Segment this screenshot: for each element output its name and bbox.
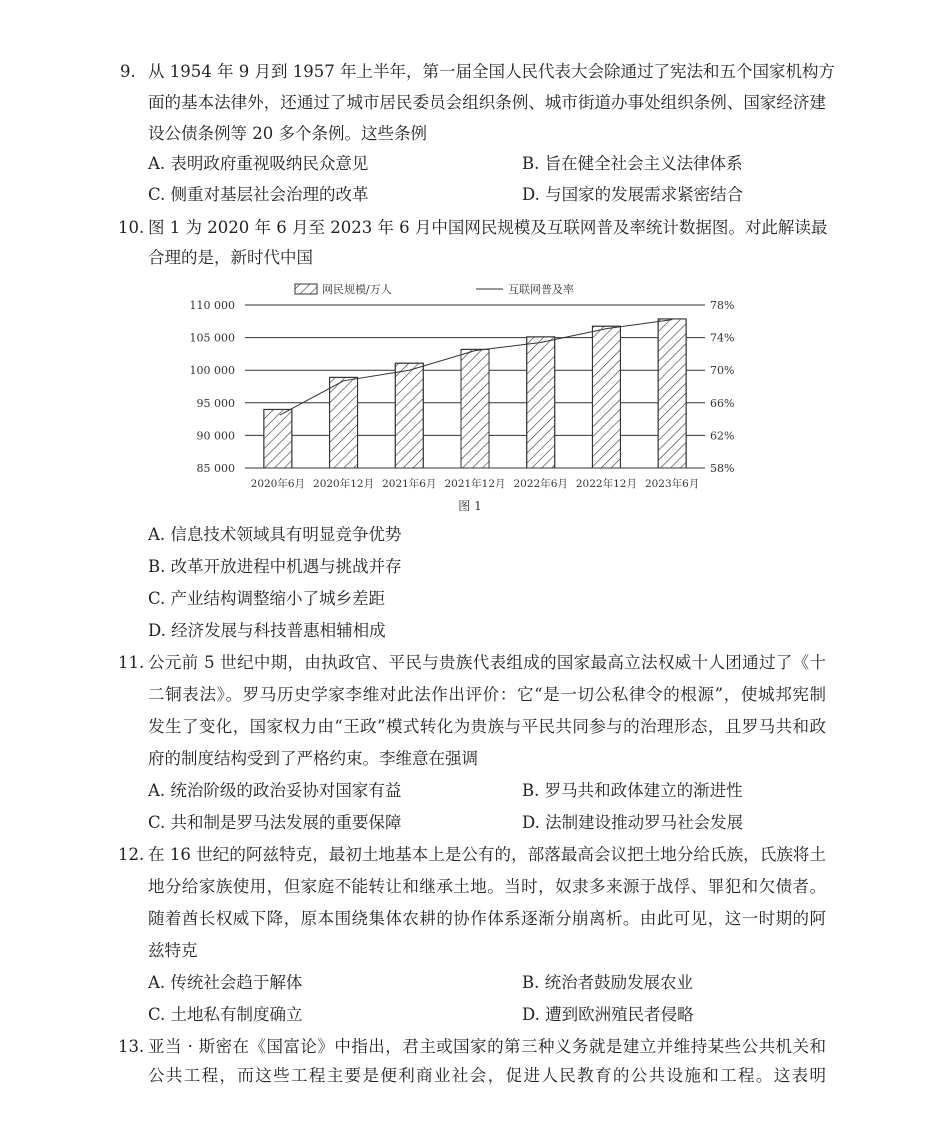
q10-option-c: C. 产业结构调整缩小了城乡差距	[148, 589, 386, 608]
x-tick-label: 2020年6月	[250, 478, 306, 490]
bar-hatch	[395, 363, 423, 468]
bar-hatch	[330, 377, 358, 468]
question-text: 从 1954 年 9 月到 1957 年上半年，第一届全国人民代表大会除通过了宪法和五个国家机构方	[148, 62, 835, 81]
question-11-line-4: 府的制度结构受到了严格约束。李维意在强调	[148, 749, 478, 768]
y-tick-label: 110 000	[189, 299, 235, 312]
question-11-line-2: 二铜表法》。罗马历史学家李维对此法作出评价：它“是一切公私律令的根源”，使城邦宪制	[148, 685, 826, 704]
q9-option-b: B. 旨在健全社会主义法律体系	[522, 154, 743, 173]
q10-option-a: A. 信息技术领域具有明显竞争优势	[148, 525, 402, 544]
y2-tick-label: 62%	[710, 429, 735, 443]
question-9-line-1	[120, 60, 835, 84]
y-tick-label: 90 000	[196, 429, 235, 443]
q9-option-d: D. 与国家的发展需求紧密结合	[522, 185, 744, 204]
y-tick-label: 95 000	[196, 396, 235, 410]
question-11-line-1	[118, 651, 826, 675]
q9-option-c: C. 侧重对基层社会治理的改革	[148, 185, 369, 204]
question-12-line-1	[118, 843, 826, 867]
legend-bar-label: 网民规模/万人	[322, 283, 392, 296]
q12-option-a: A. 传统社会趋于解体	[148, 973, 303, 992]
q11-option-b: B. 罗马共和政体建立的渐进性	[522, 781, 743, 800]
bar-hatch	[592, 326, 620, 468]
y2-tick-label: 70%	[710, 364, 735, 378]
question-9-line-2: 面的基本法律外，还通过了城市居民委员会组织条例、城市街道办事处组织条例、国家经济建	[148, 93, 826, 112]
bar-hatch	[658, 319, 686, 468]
question-12-line-3: 随着酋长权威下降，原本围绕集体农耕的协作体系逐渐分崩离析。由此可见，这一时期的阿	[148, 909, 826, 928]
question-13-line-1	[118, 1035, 826, 1059]
bar-hatch	[264, 409, 292, 468]
question-13-line-2: 公共工程，而这些工程主要是便利商业社会，促进人民教育的公共设施和工程。这表明	[148, 1066, 826, 1085]
internet-users-chart	[170, 275, 770, 520]
q12-option-b: B. 统治者鼓励发展农业	[522, 973, 694, 992]
q11-option-c: C. 共和制是罗马法发展的重要保障	[148, 813, 402, 832]
question-number: 9.	[120, 62, 136, 81]
question-text: 公元前 5 世纪中期，由执政官、平民与贵族代表组成的国家最高立法权威十人团通过了《十	[148, 653, 826, 672]
y2-tick-label: 78%	[710, 299, 735, 312]
y2-tick-label: 74%	[710, 331, 735, 345]
question-11-line-3: 发生了变化，国家权力由“王政”模式转化为贵族与平民共同参与的治理形态，且罗马共和政	[148, 717, 826, 736]
question-text: 在 16 世纪的阿兹特克，最初土地基本上是公有的，部落最高会议把土地分给氏族，氏族将土	[148, 845, 826, 864]
question-9-line-3: 设公债条例等 20 多个条例。这些条例	[148, 124, 427, 143]
chart-legend	[295, 282, 574, 296]
q12-option-c: C. 土地私有制度确立	[148, 1005, 303, 1024]
question-text: 图 1 为 2020 年 6 月至 2023 年 6 月中国网民规模及互联网普及率统计数据图。对此解读最	[148, 218, 828, 237]
y2-tick-label: 58%	[710, 462, 735, 475]
question-10-line-1	[118, 216, 828, 240]
bar-hatch	[527, 337, 555, 468]
q12-option-d: D. 遭到欧洲殖民者侵略	[522, 1005, 694, 1024]
y-tick-label: 105 000	[189, 331, 235, 345]
question-number: 12.	[118, 845, 145, 864]
q9-option-a: A. 表明政府重视吸纳民众意见	[148, 154, 369, 173]
question-number: 13.	[118, 1037, 145, 1056]
bar-hatch	[461, 349, 489, 468]
figure-caption: 图 1	[458, 499, 482, 513]
question-12-line-2: 地分给家族使用，但家庭不能转让和继承土地。当时，奴隶多来源于战俘、罪犯和欠债者。	[148, 877, 826, 896]
x-tick-label: 2021年12月	[444, 478, 506, 490]
y-tick-label: 85 000	[196, 462, 235, 475]
question-number: 11.	[118, 653, 145, 672]
question-text: 亚当 · 斯密在《国富论》中指出，君主或国家的第三种义务就是建立并维持某些公共机关和	[148, 1037, 826, 1056]
x-tick-label: 2022年12月	[575, 478, 637, 490]
question-12-line-4: 兹特克	[148, 941, 198, 960]
question-10-line-2: 合理的是，新时代中国	[148, 248, 313, 267]
q11-option-a: A. 统治阶级的政治妥协对国家有益	[148, 781, 402, 800]
question-number: 10.	[118, 218, 145, 237]
x-tick-label: 2022年6月	[513, 478, 568, 490]
x-tick-label: 2020年12月	[313, 478, 375, 490]
y2-tick-label: 66%	[710, 396, 735, 410]
q11-option-d: D. 法制建设推动罗马社会发展	[522, 813, 744, 832]
x-tick-label: 2021年6月	[382, 478, 437, 490]
question-13-line-2-clipped	[148, 1066, 826, 1085]
x-tick-label: 2023年6月	[644, 478, 700, 490]
legend-line-label: 互联网普及率	[508, 283, 574, 296]
y-tick-label: 100 000	[189, 364, 235, 378]
q10-option-b: B. 改革开放进程中机遇与挑战并存	[148, 557, 402, 576]
legend-bar-swatch	[295, 284, 317, 294]
q10-option-d: D. 经济发展与科技普惠相辅相成	[148, 621, 386, 640]
